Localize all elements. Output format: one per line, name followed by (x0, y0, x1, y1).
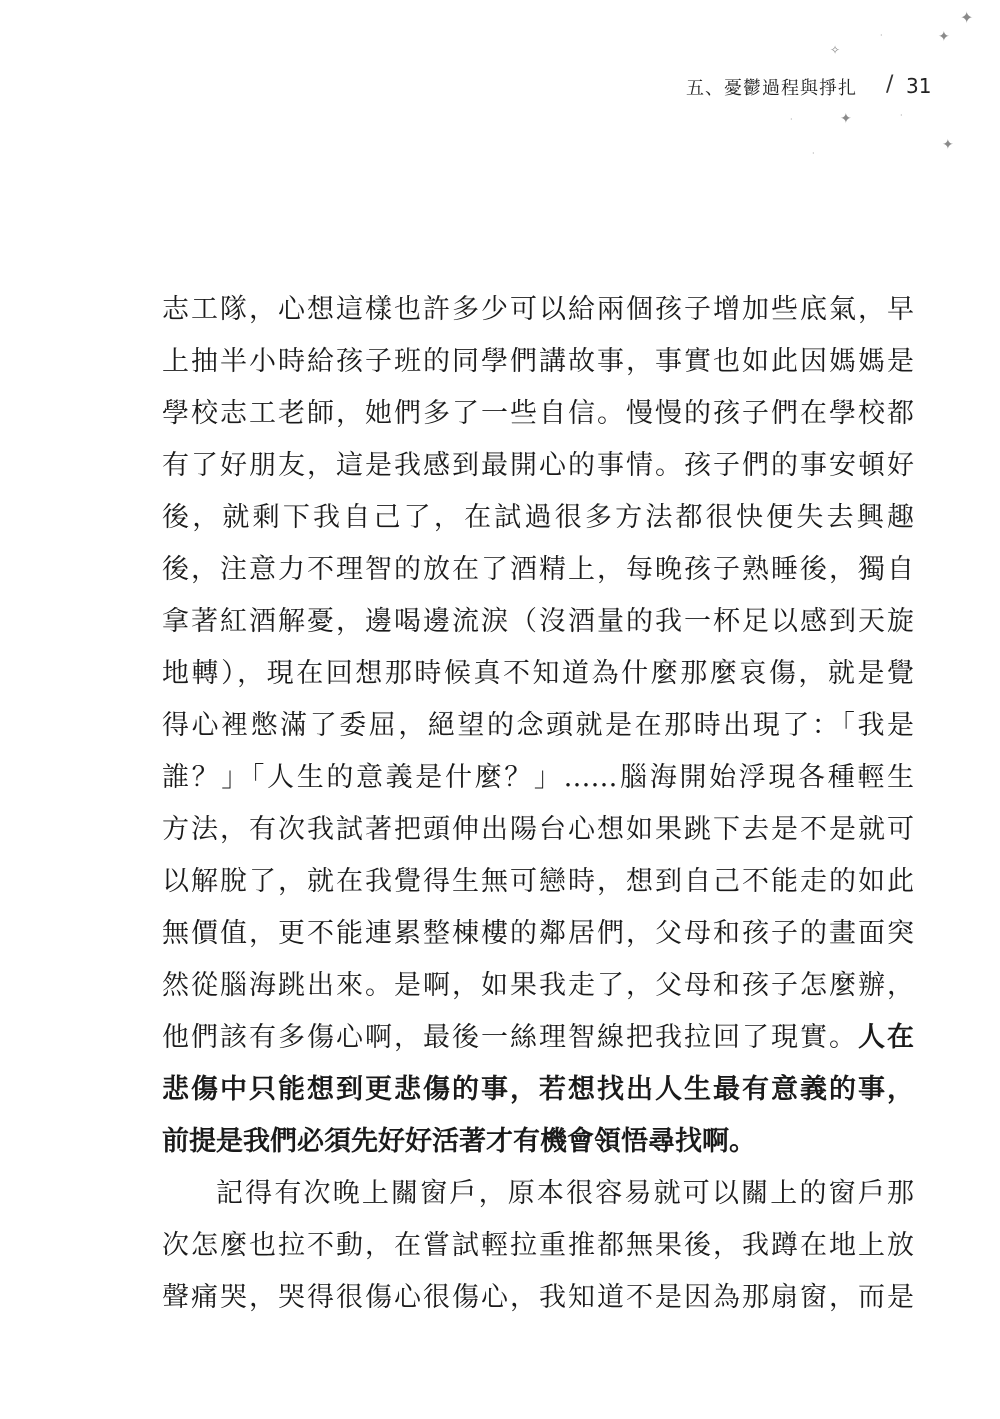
running-header (660, 74, 940, 104)
body-text (162, 290, 914, 1330)
text-line: 有了好朋友，這是我感到最開心的事情。孩子們的事安頓好 (162, 450, 914, 481)
star-decoration-icon: ✦ (960, 8, 974, 27)
emphasis-line: 悲傷中只能想到更悲傷的事，若想找出人生最有意義的事， (162, 1074, 914, 1105)
emphasis-text: 人在 (858, 1022, 914, 1053)
text-line: 無價值，更不能連累整棟樓的鄰居們，父母和孩子的畫面突 (162, 918, 914, 949)
star-decoration-icon: · (880, 31, 883, 40)
text-segment: 他們該有多傷心啊，最後一絲理智線把我拉回了現實。 (162, 1022, 858, 1053)
star-decoration-icon: · (900, 111, 903, 120)
text-line: 拿著紅酒解憂，邊喝邊流淚（沒酒量的我一杯足以感到天旋 (162, 606, 914, 637)
paragraph-first-line: 記得有次晚上關窗戶，原本很容易就可以關上的窗戶那 (216, 1178, 914, 1209)
text-line: 後，就剩下我自己了，在試過很多方法都很快便失去興趣 (162, 502, 914, 533)
text-line: 上抽半小時給孩子班的同學們講故事，事實也如此因媽媽是 (162, 346, 914, 377)
star-decoration-icon: ✦ (840, 111, 852, 127)
text-line: 誰？」「人生的意義是什麼？」……腦海開始浮現各種輕生 (162, 762, 914, 793)
star-decoration-icon: ✦ (942, 137, 954, 153)
text-line: 次怎麼也拉不動，在嘗試輕拉重推都無果後，我蹲在地上放 (162, 1230, 914, 1261)
text-line: 以解脫了，就在我覺得生無可戀時，想到自己不能走的如此 (162, 866, 914, 897)
text-line-mixed (162, 1018, 914, 1070)
header-separator: / (886, 72, 894, 97)
star-decoration-icon: ✦ (938, 29, 950, 45)
page-number: 31 (906, 74, 932, 98)
text-line: 聲痛哭，哭得很傷心很傷心，我知道不是因為那扇窗，而是 (162, 1282, 914, 1313)
text-line: 得心裡憋滿了委屈，絕望的念頭就是在那時出現了：「我是 (162, 710, 914, 741)
star-decoration-icon: · (812, 149, 815, 158)
text-line: 學校志工老師，她們多了一些自信。慢慢的孩子們在學校都 (162, 398, 914, 429)
text-line: 志工隊，心想這樣也許多少可以給兩個孩子增加些底氣，早 (162, 294, 914, 325)
emphasis-line: 前提是我們必須先好好活著才有機會領悟尋找啊。 (162, 1126, 756, 1157)
text-line: 後，注意力不理智的放在了酒精上，每晚孩子熟睡後，獨自 (162, 554, 914, 585)
text-line: 地轉），現在回想那時候真不知道為什麼那麼哀傷，就是覺 (162, 658, 914, 689)
star-decoration-icon: ✧ (830, 43, 841, 57)
chapter-title: 五、憂鬱過程與掙扎 (686, 78, 857, 99)
text-line: 方法，有次我試著把頭伸出陽台心想如果跳下去是不是就可 (162, 814, 914, 845)
text-line: 然從腦海跳出來。是啊，如果我走了，父母和孩子怎麼辦， (162, 970, 914, 1001)
star-decoration-icon: · (790, 115, 793, 124)
